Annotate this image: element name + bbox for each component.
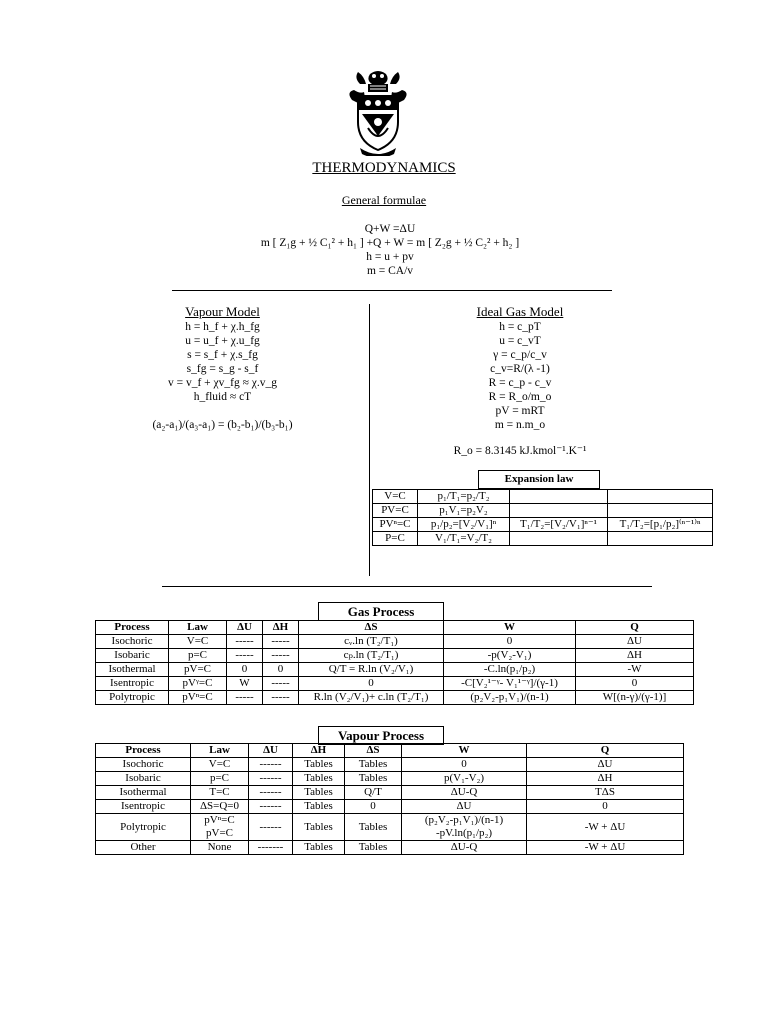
expansion-law-table bbox=[372, 489, 713, 546]
formula-line: m = n.m_o bbox=[494, 419, 546, 431]
general-formulae bbox=[0, 222, 768, 278]
vapour-process-row bbox=[96, 758, 684, 772]
expansion-law-row bbox=[373, 532, 713, 546]
table-cell: ------ bbox=[249, 800, 293, 814]
gas-process-row bbox=[96, 691, 694, 705]
table-cell: pVᵞ=C bbox=[169, 677, 227, 691]
table-cell: T₁/T₂=[p₁/p₂]⁽ⁿ⁻¹⁾ⁿ bbox=[608, 518, 713, 532]
table-cell: p₁/T₁=p₂/T₂ bbox=[418, 490, 510, 504]
table-cell: -W + ΔU bbox=[527, 814, 684, 841]
table-cell: W[(n-γ)/(γ-1)] bbox=[576, 691, 694, 705]
table-cell: 0 bbox=[527, 800, 684, 814]
table-cell: Tables bbox=[345, 758, 402, 772]
formula-line: m = CA/v bbox=[366, 265, 414, 277]
table-header-row bbox=[96, 621, 694, 635]
table-cell: -C[V₂¹⁻ᵞ- V₁¹⁻ᵞ]/(γ-1) bbox=[444, 677, 576, 691]
table-cell: ΔU bbox=[402, 800, 527, 814]
table-cell: Tables bbox=[293, 814, 345, 841]
table-cell: Isochoric bbox=[96, 635, 169, 649]
gas-process-table bbox=[95, 620, 694, 705]
formula-line: m [ Z₁g + ½ C₁² + h₁ ] +Q + W = m [ Z₂g + ½ C₂² + h₂ ] bbox=[260, 237, 520, 249]
gas-constant: R_o = 8.3145 kJ.kmol⁻¹.K⁻¹ bbox=[453, 445, 587, 457]
formula-line: h = h_f + χ.h_fg bbox=[185, 321, 260, 333]
table-cell bbox=[510, 532, 608, 546]
table-cell: V=C bbox=[373, 490, 418, 504]
university-crest-logo bbox=[346, 70, 410, 156]
formula-line: c_v=R/(λ -1) bbox=[490, 363, 550, 375]
table-cell: TΔS bbox=[527, 786, 684, 800]
table-cell: Isobaric bbox=[96, 649, 169, 663]
table-cell bbox=[608, 532, 713, 546]
table-cell: Q/T bbox=[345, 786, 402, 800]
formula-line: h_fluid ≈ cT bbox=[193, 391, 252, 403]
table-cell: None bbox=[191, 841, 249, 855]
vapour-process-title: Vapour Process bbox=[318, 726, 444, 745]
table-cell: p₁V₁=p₂V₂ bbox=[418, 504, 510, 518]
table-cell: Q/T = R.ln (V₂/V₁) bbox=[299, 663, 444, 677]
table-cell: V=C bbox=[191, 758, 249, 772]
ideal-gas-model-section bbox=[455, 304, 585, 432]
table-cell: T₁/T₂=[V₂/V₁]ⁿ⁻¹ bbox=[510, 518, 608, 532]
vapour-process-row bbox=[96, 814, 684, 841]
table-cell: pVⁿ=C pV=C bbox=[191, 814, 249, 841]
vapour-model-section bbox=[150, 304, 295, 404]
table-cell: ------ bbox=[249, 814, 293, 841]
table-cell bbox=[608, 490, 713, 504]
column-header: Law bbox=[191, 744, 249, 758]
expansion-law-row bbox=[373, 518, 713, 532]
table-cell: Tables bbox=[345, 841, 402, 855]
gas-process-row bbox=[96, 663, 694, 677]
table-cell: T=C bbox=[191, 786, 249, 800]
table-cell: Tables bbox=[345, 814, 402, 841]
formula-line: h = u + pv bbox=[366, 251, 414, 263]
table-cell bbox=[510, 490, 608, 504]
table-cell: R.ln (V₂/V₁)+ c.ln (T₂/T₁) bbox=[299, 691, 444, 705]
gas-process-row bbox=[96, 635, 694, 649]
divider bbox=[172, 290, 612, 291]
table-cell: ΔH bbox=[576, 649, 694, 663]
table-cell: ----- bbox=[227, 649, 263, 663]
table-cell: p=C bbox=[191, 772, 249, 786]
formula-line: u = c_vT bbox=[499, 335, 541, 347]
column-header: Law bbox=[169, 621, 227, 635]
table-cell: Isentropic bbox=[96, 677, 169, 691]
table-cell: ΔH bbox=[527, 772, 684, 786]
expansion-law-title: Expansion law bbox=[478, 470, 600, 489]
vapour-model-heading: Vapour Model bbox=[185, 304, 260, 319]
table-cell: cₚ.ln (T₂/T₁) bbox=[299, 649, 444, 663]
table-cell bbox=[510, 504, 608, 518]
gas-process-row bbox=[96, 649, 694, 663]
formula-line: v = v_f + χv_fg ≈ χ.v_g bbox=[167, 377, 278, 389]
table-cell: ΔU bbox=[527, 758, 684, 772]
column-header: ΔU bbox=[227, 621, 263, 635]
table-cell: cᵥ.ln (T₂/T₁) bbox=[299, 635, 444, 649]
table-cell: 0 bbox=[402, 758, 527, 772]
table-cell: 0 bbox=[299, 677, 444, 691]
expansion-law-row bbox=[373, 490, 713, 504]
table-cell: Polytropic bbox=[96, 691, 169, 705]
column-header: Q bbox=[527, 744, 684, 758]
interpolation-formula: (a₂-a₁)/(a₃-a₁) = (b₂-b₁)/(b₃-b₁) bbox=[152, 419, 293, 431]
divider bbox=[162, 586, 652, 587]
gas-process-title: Gas Process bbox=[318, 602, 444, 621]
table-cell: ------ bbox=[249, 772, 293, 786]
table-cell: -W + ΔU bbox=[527, 841, 684, 855]
column-header: ΔH bbox=[293, 744, 345, 758]
table-cell: -W bbox=[576, 663, 694, 677]
table-cell: 0 bbox=[576, 677, 694, 691]
column-header: Q bbox=[576, 621, 694, 635]
table-cell: Isobaric bbox=[96, 772, 191, 786]
table-cell: PV=C bbox=[373, 504, 418, 518]
table-cell: ------ bbox=[249, 786, 293, 800]
table-cell: p=C bbox=[169, 649, 227, 663]
table-cell bbox=[608, 504, 713, 518]
table-cell: p₁/p₂=[V₂/V₁]ⁿ bbox=[418, 518, 510, 532]
column-header: W bbox=[402, 744, 527, 758]
page-title: THERMODYNAMICS bbox=[312, 160, 456, 176]
table-cell: PVⁿ=C bbox=[373, 518, 418, 532]
table-cell: ΔS=Q=0 bbox=[191, 800, 249, 814]
table-cell: pV=C bbox=[169, 663, 227, 677]
table-cell: 0 bbox=[444, 635, 576, 649]
table-cell: Isochoric bbox=[96, 758, 191, 772]
table-cell: ΔU-Q bbox=[402, 786, 527, 800]
table-cell: ----- bbox=[227, 635, 263, 649]
table-cell: pVⁿ=C bbox=[169, 691, 227, 705]
column-header: W bbox=[444, 621, 576, 635]
column-header: Process bbox=[96, 621, 169, 635]
table-cell: Tables bbox=[293, 786, 345, 800]
vapour-process-row bbox=[96, 786, 684, 800]
ideal-gas-model-heading: Ideal Gas Model bbox=[476, 304, 564, 319]
formula-line: s_fg = s_g - s_f bbox=[186, 363, 259, 375]
table-cell: ΔU bbox=[576, 635, 694, 649]
table-cell: V₁/T₁=V₂/T₂ bbox=[418, 532, 510, 546]
vapour-process-row bbox=[96, 841, 684, 855]
table-cell: Tables bbox=[345, 772, 402, 786]
table-cell: Isothermal bbox=[96, 663, 169, 677]
formula-line: γ = c_p/c_v bbox=[493, 349, 547, 361]
table-cell: Tables bbox=[293, 758, 345, 772]
table-cell: V=C bbox=[169, 635, 227, 649]
formula-line: pV = mRT bbox=[495, 405, 545, 417]
table-cell: ------ bbox=[249, 758, 293, 772]
table-cell: 0 bbox=[227, 663, 263, 677]
column-header: ΔH bbox=[263, 621, 299, 635]
column-header: Process bbox=[96, 744, 191, 758]
table-cell: Tables bbox=[293, 772, 345, 786]
table-cell: Polytropic bbox=[96, 814, 191, 841]
table-cell: ----- bbox=[263, 635, 299, 649]
expansion-law-row bbox=[373, 504, 713, 518]
formula-line: R = R_o/m_o bbox=[488, 391, 552, 403]
table-cell: P=C bbox=[373, 532, 418, 546]
table-cell: Isentropic bbox=[96, 800, 191, 814]
vapour-process-table bbox=[95, 743, 684, 855]
formula-line: Q+W =ΔU bbox=[364, 223, 416, 235]
table-cell: ----- bbox=[263, 677, 299, 691]
table-cell: Other bbox=[96, 841, 191, 855]
table-cell: 0 bbox=[345, 800, 402, 814]
table-cell: (p₂V₂-p₁V₁)/(n-1) -pV.ln(p₁/p₂) bbox=[402, 814, 527, 841]
table-cell: ----- bbox=[263, 691, 299, 705]
column-header: ΔU bbox=[249, 744, 293, 758]
table-cell: ----- bbox=[227, 691, 263, 705]
gas-process-row bbox=[96, 677, 694, 691]
table-cell: (p₂V₂-p₁V₁)/(n-1) bbox=[444, 691, 576, 705]
vapour-process-row bbox=[96, 772, 684, 786]
table-cell: ----- bbox=[263, 649, 299, 663]
table-cell: W bbox=[227, 677, 263, 691]
table-cell: ΔU-Q bbox=[402, 841, 527, 855]
general-formulae-heading: General formulae bbox=[341, 193, 427, 207]
table-cell: 0 bbox=[263, 663, 299, 677]
formula-line: R = c_p - c_v bbox=[488, 377, 552, 389]
formula-line: h = c_pT bbox=[499, 321, 541, 333]
table-cell: Tables bbox=[293, 841, 345, 855]
table-cell: -p(V₂-V₁) bbox=[444, 649, 576, 663]
table-cell: p(V₁-V₂) bbox=[402, 772, 527, 786]
table-cell: Isothermal bbox=[96, 786, 191, 800]
formula-line: s = s_f + χ.s_fg bbox=[187, 349, 258, 361]
column-header: ΔS bbox=[345, 744, 402, 758]
formula-line: u = u_f + χ.u_fg bbox=[185, 335, 260, 347]
table-cell: Tables bbox=[293, 800, 345, 814]
column-divider bbox=[369, 304, 370, 576]
table-header-row bbox=[96, 744, 684, 758]
table-cell: ------- bbox=[249, 841, 293, 855]
vapour-process-row bbox=[96, 800, 684, 814]
table-cell: -C.ln(p₁/p₂) bbox=[444, 663, 576, 677]
column-header: ΔS bbox=[299, 621, 444, 635]
